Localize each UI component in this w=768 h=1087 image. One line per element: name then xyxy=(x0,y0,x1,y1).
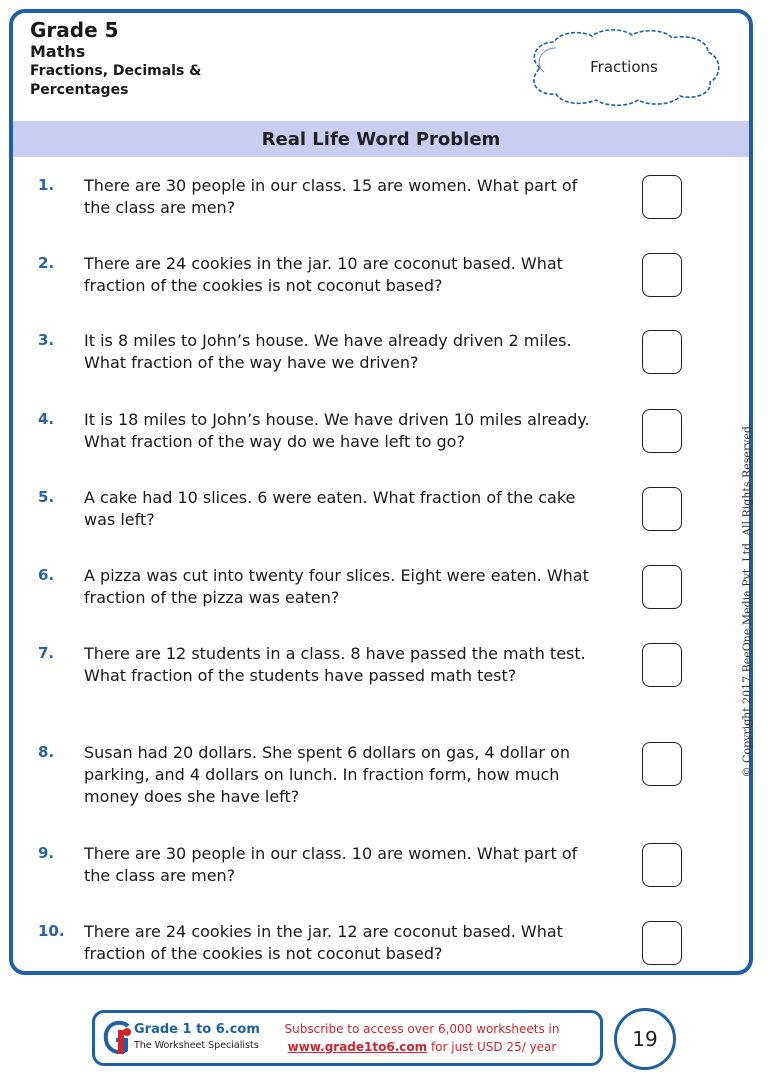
question-text: There are 12 students in a class. 8 have passed the math test. What fraction of the students have passed math test? xyxy=(84,644,586,685)
worksheet-header xyxy=(30,18,201,100)
answer-box[interactable] xyxy=(642,843,682,887)
answer-box[interactable] xyxy=(642,253,682,297)
question-text: There are 30 people in our class. 15 are women. What part of the class are men? xyxy=(84,176,578,217)
question-number: 7. xyxy=(38,644,55,662)
copyright-notice: © Copyright 2017 BeeOne Media Pvt. Ltd. All Rights Reserved. xyxy=(740,422,754,778)
brand-name: Grade 1 to 6.com xyxy=(134,1022,260,1037)
answer-box[interactable] xyxy=(642,409,682,453)
question-number: 3. xyxy=(38,331,55,349)
answer-box[interactable] xyxy=(642,565,682,609)
question-text: Susan had 20 dollars. She spent 6 dollars on gas, 4 dollar on parking, and 4 dollars on lunch. In fraction form, how much money does she have left? xyxy=(84,743,570,806)
topic-line-1: Fractions, Decimals & xyxy=(30,63,202,79)
topic-cloud xyxy=(522,28,726,106)
price-text: for just USD 25/ year xyxy=(427,1040,557,1054)
question-text: There are 30 people in our class. 10 are women. What part of the class are men? xyxy=(84,844,578,885)
answer-box[interactable] xyxy=(642,330,682,374)
subject-label: Maths xyxy=(30,42,86,61)
grade-logo-icon xyxy=(100,1018,136,1058)
question-number: 6. xyxy=(38,566,55,584)
page-number: 19 xyxy=(614,1008,676,1070)
question-number: 1. xyxy=(38,176,55,194)
question-number: 5. xyxy=(38,488,55,506)
question-number: 2. xyxy=(38,254,55,272)
answer-box[interactable] xyxy=(642,921,682,965)
subscribe-text-2 xyxy=(266,1040,578,1054)
answer-box[interactable] xyxy=(642,487,682,531)
grade-label: Grade 5 xyxy=(30,18,119,42)
question-number: 10. xyxy=(38,922,65,940)
website-link[interactable]: www.grade1to6.com xyxy=(287,1040,428,1054)
footer-banner xyxy=(92,1010,603,1066)
question-text: There are 24 cookies in the jar. 10 are coconut based. What fraction of the cookies is not coconut based? xyxy=(84,254,563,295)
cloud-label: Fractions xyxy=(590,58,658,76)
question-text: A cake had 10 slices. 6 were eaten. What fraction of the cake was left? xyxy=(84,488,576,529)
answer-box[interactable] xyxy=(642,742,682,786)
question-number: 9. xyxy=(38,844,55,862)
topic-line-2: Percentages xyxy=(30,82,129,98)
question-number: 8. xyxy=(38,743,55,761)
answer-box[interactable] xyxy=(642,175,682,219)
answer-box[interactable] xyxy=(642,643,682,687)
subscribe-text: Subscribe to access over 6,000 worksheets in xyxy=(284,1022,560,1036)
question-text: It is 18 miles to John’s house. We have driven 10 miles already. What fraction of the way do we have left to go? xyxy=(84,410,590,451)
question-text: It is 8 miles to John’s house. We have already driven 2 miles. What fraction of the way have we driven? xyxy=(84,331,572,372)
question-text: There are 24 cookies in the jar. 12 are coconut based. What fraction of the cookies is not coconut based? xyxy=(84,922,563,963)
question-number: 4. xyxy=(38,410,55,428)
worksheet-title: Real Life Word Problem xyxy=(13,121,749,157)
brand-tagline: The Worksheet Specialists xyxy=(134,1040,259,1051)
question-text: A pizza was cut into twenty four slices. Eight were eaten. What fraction of the pizza was eaten? xyxy=(84,566,589,607)
